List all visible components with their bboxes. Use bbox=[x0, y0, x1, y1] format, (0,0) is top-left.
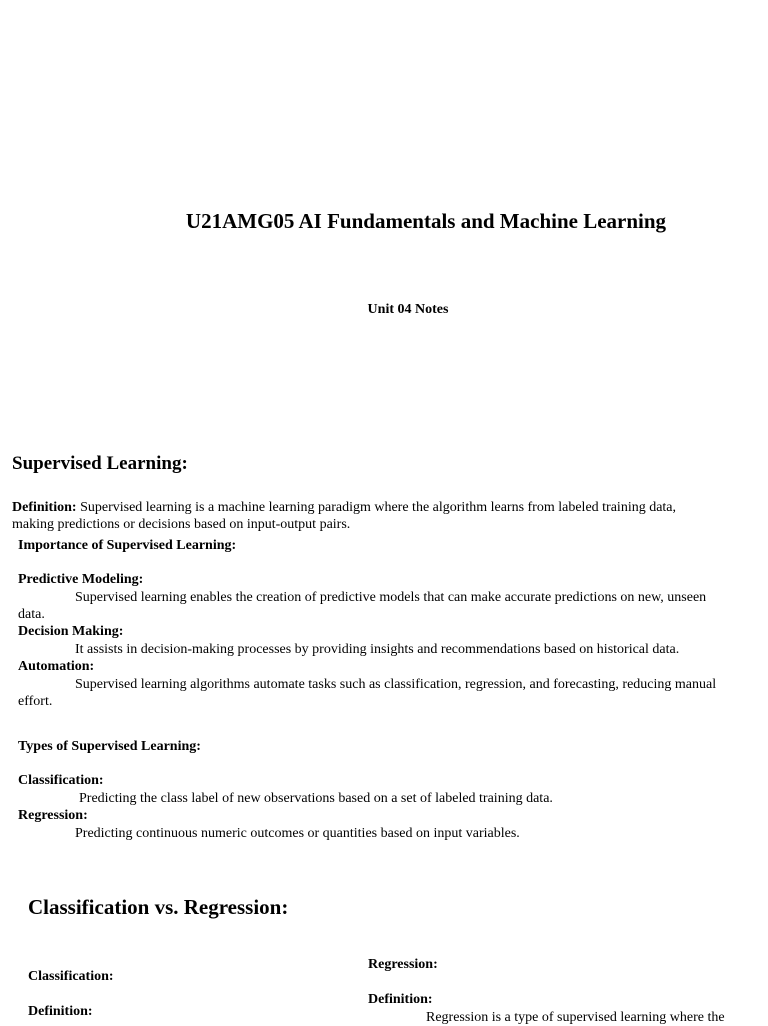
importance-text-decision: It assists in decision-making processes by providing insights and recommendations based on historical data. bbox=[75, 642, 680, 657]
importance-heading: Importance of Supervised Learning: bbox=[18, 538, 237, 553]
supervised-definition bbox=[12, 499, 712, 533]
comparison-left-definition-label: Definition: bbox=[28, 1004, 93, 1019]
section-heading-comparison: Classification vs. Regression: bbox=[28, 895, 289, 919]
importance-text-automation: Supervised learning algorithms automate tasks such as classification, regression, and forecasting, reducing manual effort. bbox=[18, 677, 717, 709]
types-heading: Types of Supervised Learning: bbox=[18, 739, 201, 754]
comparison-left-heading: Classification: bbox=[28, 969, 114, 984]
definition-label: Definition: bbox=[12, 500, 77, 515]
importance-label-predictive: Predictive Modeling: bbox=[18, 572, 144, 587]
section-heading-supervised: Supervised Learning: bbox=[12, 453, 188, 474]
importance-label-decision: Decision Making: bbox=[18, 624, 124, 639]
document-subtitle: Unit 04 Notes bbox=[367, 302, 449, 317]
definition-text: Supervised learning is a machine learning paradigm where the algorithm learns from labeled training data, making predictions or decisions based on input-output pairs. bbox=[12, 500, 677, 532]
importance-label-automation: Automation: bbox=[18, 659, 95, 674]
types-label-classification: Classification: bbox=[18, 773, 104, 788]
importance-text-predictive: Supervised learning enables the creation of predictive models that can make accurate predictions on new, unseen data. bbox=[18, 590, 707, 622]
types-label-regression: Regression: bbox=[18, 808, 88, 823]
comparison-right-definition-text: Regression is a type of supervised learning where the bbox=[426, 1010, 725, 1025]
comparison-right-heading: Regression: bbox=[368, 957, 438, 972]
comparison-right-definition-label: Definition: bbox=[368, 992, 433, 1007]
types-text-classification: Predicting the class label of new observations based on a set of labeled training data. bbox=[79, 791, 553, 806]
types-text-regression: Predicting continuous numeric outcomes or quantities based on input variables. bbox=[75, 826, 520, 841]
document-title: U21AMG05 AI Fundamentals and Machine Learning bbox=[185, 209, 667, 233]
